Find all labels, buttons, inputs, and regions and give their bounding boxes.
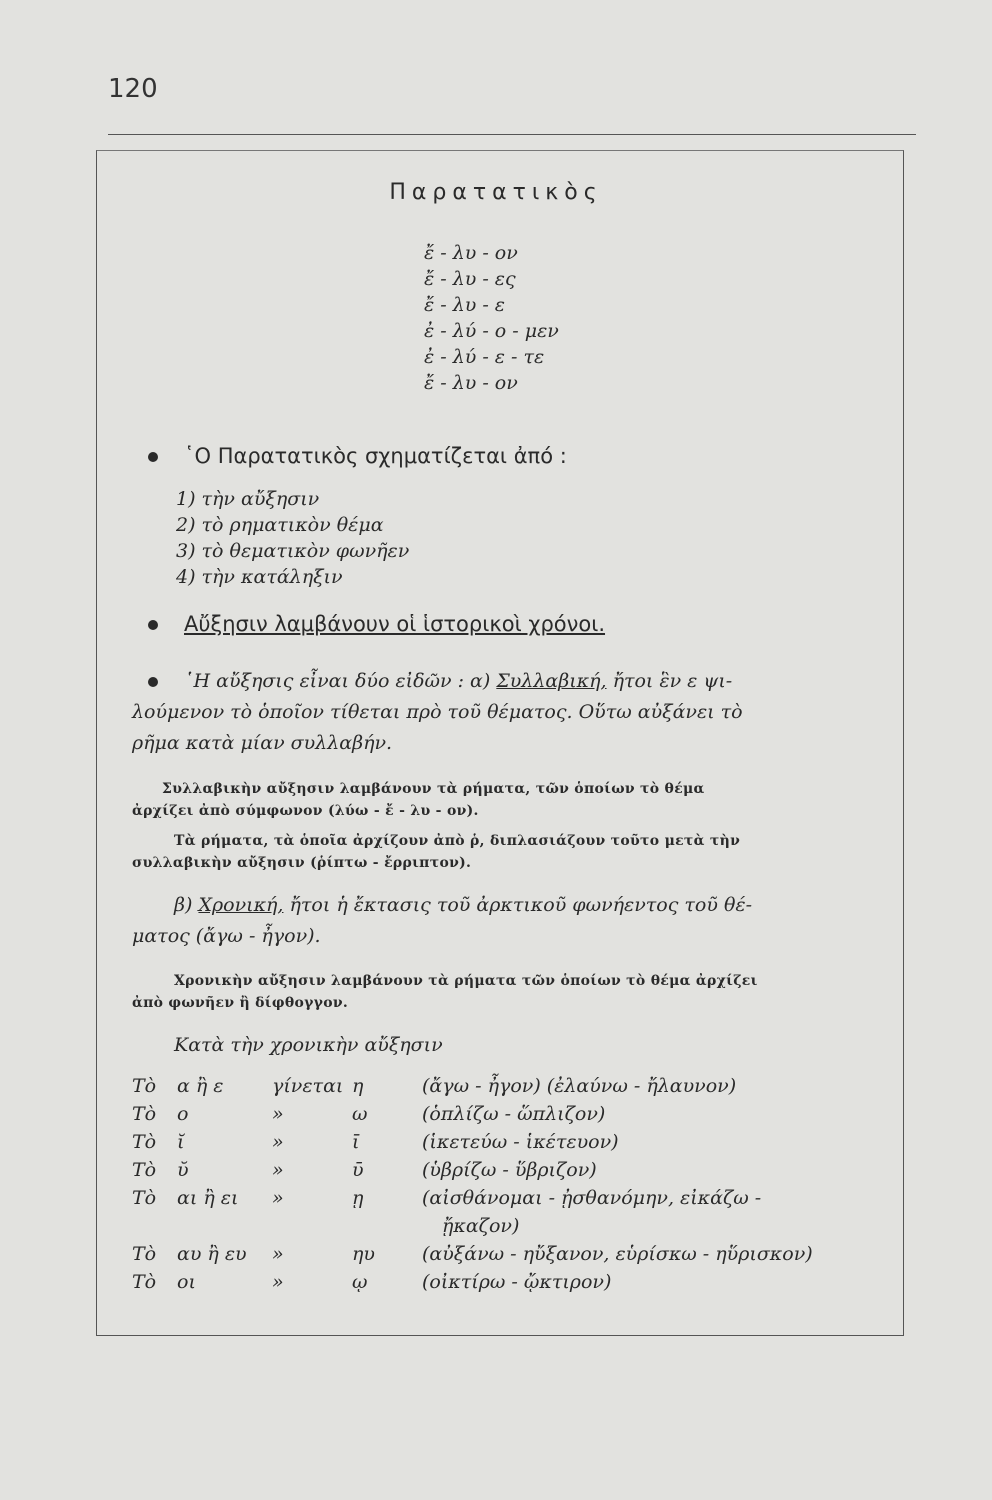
table-row [132, 1156, 813, 1184]
paradigm-line: ἔ - λυ - ες [424, 268, 516, 290]
table-cell: (ὁπλίζω - ὥπλιζον) [422, 1103, 606, 1125]
formation-item: 4) τὴν κατάληξιν [176, 566, 343, 588]
temporal-term: Χρονική, [198, 894, 284, 916]
table-cell: ηυ [352, 1243, 375, 1265]
table-cell: οι [177, 1271, 196, 1293]
table-cell: ῐ [177, 1131, 185, 1153]
note-line: Τὰ ρήματα, τὰ ὁποῖα ἀρχίζουν ἀπὸ ῥ, διπλασιάζουν τοῦτο μετὰ τὴν [174, 833, 741, 849]
table-cell: » [272, 1131, 284, 1153]
table-cell: η [352, 1075, 364, 1097]
table-heading: Κατὰ τὴν χρονικὴν αὔξησιν [174, 1034, 443, 1056]
augment-types-paragraph [132, 666, 743, 759]
note-rho [132, 830, 740, 874]
formation-item: 3) τὸ θεματικὸν φωνῆεν [176, 540, 410, 562]
table-cell: ῠ [177, 1159, 189, 1181]
para-text: ῾Η αὔξησις εἶναι δύο εἰδῶν : α) [184, 670, 497, 692]
table-cell: Τὸ [132, 1243, 157, 1265]
table-cell: ῡ [352, 1159, 364, 1181]
table-cell: (οἰκτίρω - ᾤκτιρον) [422, 1271, 612, 1293]
table-cell: α ἢ ε [177, 1075, 224, 1097]
note-line: Χρονικὴν αὔξησιν λαμβάνουν τὰ ρήματα τῶν ὁποίων τὸ θέμα ἀρχίζει [174, 973, 758, 989]
para-line: λούμενον τὸ ὁποῖον τίθεται πρὸ τοῦ θέματος. Οὕτω αὐξάνει τὸ [132, 701, 743, 723]
top-rule [108, 134, 916, 135]
para-line: ρῆμα κατὰ μίαν συλλαβήν. [132, 732, 393, 754]
note-line: συλλαβικὴν αὔξησιν (ῥίπτω - ἔρριπτον). [132, 855, 472, 871]
table-cell: ω [352, 1103, 368, 1125]
table-cell: » [272, 1271, 284, 1293]
table-cell: Τὸ [132, 1103, 157, 1125]
table-cell: ῑ [352, 1131, 360, 1153]
bullet-icon [148, 452, 158, 462]
temporal-paragraph [132, 890, 752, 952]
bullet-augment [148, 612, 605, 636]
page-number: 120 [108, 74, 158, 104]
bullet-icon [148, 677, 158, 687]
table-cell: » [272, 1243, 284, 1265]
table-cell: » [272, 1103, 284, 1125]
table-cell: αυ ἢ ευ [177, 1243, 247, 1265]
note-line: ἀρχίζει ἀπὸ σύμφωνον (λύω - ἔ - λυ - ον). [132, 803, 479, 819]
table-cell: ῳ [352, 1271, 368, 1293]
formation-item: 1) τὴν αὔξησιν [176, 488, 320, 510]
bullet-text: ῾Ο Παρατατικὸς σχηματίζεται ἀπό : [184, 444, 567, 468]
augment-table [132, 1072, 813, 1296]
table-cell: ᾔκαζον) [442, 1215, 520, 1237]
table-cell [272, 1212, 352, 1240]
table-row [132, 1184, 813, 1212]
table-cell: γίνεται [272, 1075, 344, 1097]
formation-list [176, 486, 409, 590]
note-syllabic [132, 778, 705, 822]
table-row [132, 1100, 813, 1128]
para-text: β) [174, 894, 199, 916]
paradigm-line: ἔ - λυ - ε [424, 294, 505, 316]
table-cell: ο [177, 1103, 189, 1125]
table-cell: ῃ [352, 1187, 364, 1209]
table-cell [352, 1212, 422, 1240]
paradigm-line: ἔ - λυ - ον [424, 242, 518, 264]
table-cell: » [272, 1187, 284, 1209]
table-row [132, 1268, 813, 1296]
table-cell: αι ἢ ει [177, 1187, 239, 1209]
table-cell: Τὸ [132, 1271, 157, 1293]
table-row [132, 1240, 813, 1268]
note-temporal [132, 970, 758, 1014]
section-title: Παρατατικὸς [389, 180, 603, 205]
table-cell: (αὐξάνω - ηὔξανον, εὑρίσκω - ηὕρισκον) [422, 1243, 813, 1265]
bullet-formation [148, 444, 567, 468]
table-row [132, 1212, 813, 1240]
table-row [132, 1072, 813, 1100]
table-cell: Τὸ [132, 1075, 157, 1097]
paradigm-line: ἐ - λύ - ο - μεν [424, 320, 559, 342]
note-line: Συλλαβικὴν αὔξησιν λαμβάνουν τὰ ρήματα, τῶν ὁποίων τὸ θέμα [162, 781, 705, 797]
paradigm-line: ἔ - λυ - ον [424, 372, 518, 394]
paradigm-line: ἐ - λύ - ε - τε [424, 346, 545, 368]
table-cell: Τὸ [132, 1131, 157, 1153]
table-cell: (ἄγω - ἦγον) (ἐλαύνω - ἤλαυνον) [422, 1075, 737, 1097]
paradigm-list [424, 240, 559, 396]
note-line: ἀπὸ φωνῆεν ἢ δίφθογγον. [132, 995, 349, 1011]
table-cell: (αἰσθάνομαι - ᾐσθανόμην, εἰκάζω - [422, 1187, 762, 1209]
table-cell: Τὸ [132, 1159, 157, 1181]
table-cell [177, 1212, 272, 1240]
para-text: ἤτοι ἓν ε ψι- [606, 670, 733, 692]
table-cell: Τὸ [132, 1187, 157, 1209]
table-cell: (ὑβρίζω - ὕβριζον) [422, 1159, 597, 1181]
syllabic-term: Συλλαβική, [496, 670, 607, 692]
table-cell: » [272, 1159, 284, 1181]
bullet-text: Αὔξησιν λαμβάνουν οἱ ἱστορικοὶ χρόνοι. [184, 612, 606, 636]
formation-item: 2) τὸ ρηματικὸν θέμα [176, 514, 384, 536]
bullet-icon [148, 620, 158, 630]
para-text: ἤτοι ἡ ἔκτασις τοῦ ἀρκτικοῦ φωνήεντος τοῦ θέ- [283, 894, 753, 916]
table-cell [132, 1212, 177, 1240]
para-line: ματος (ἄγω - ἦγον). [132, 925, 321, 947]
table-cell: (ἱκετεύω - ἱκέτευον) [422, 1131, 619, 1153]
table-row [132, 1128, 813, 1156]
